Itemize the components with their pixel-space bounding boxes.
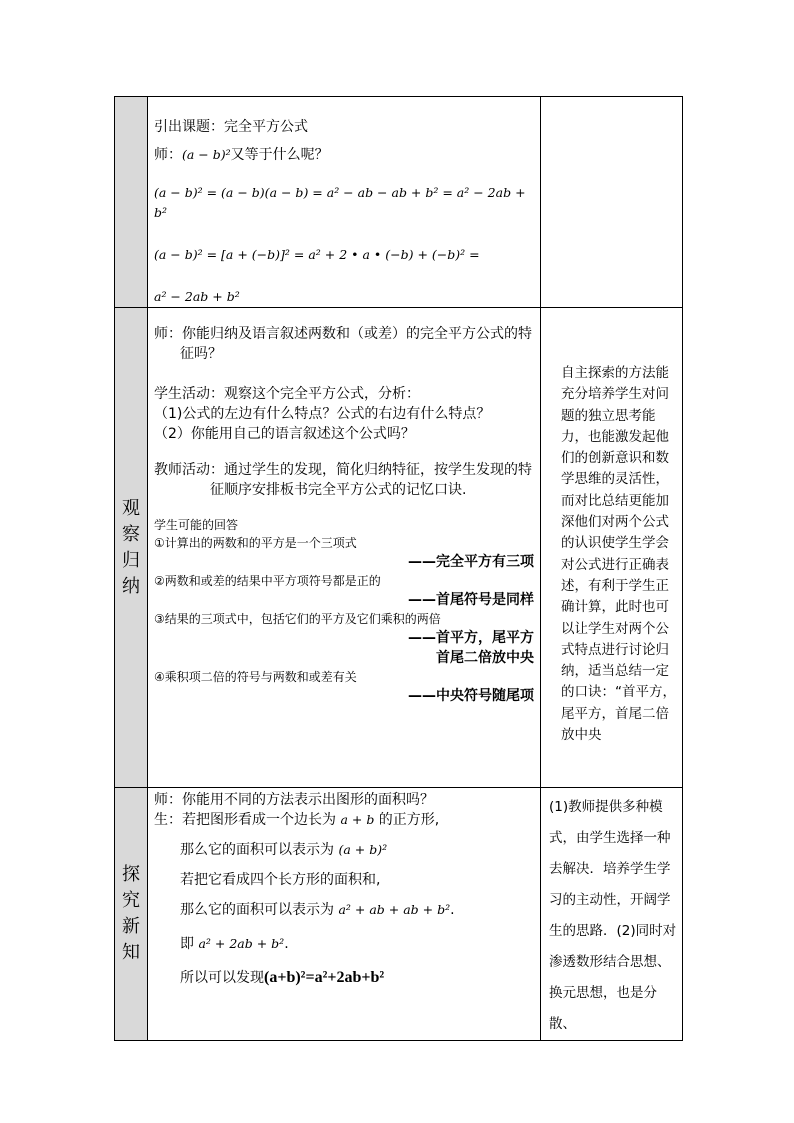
area-line-4 xyxy=(154,934,534,954)
content-cell xyxy=(148,788,541,1041)
student-activity-title: 学生活动：观察这个完全平方公式，分析： xyxy=(154,386,420,402)
table-row xyxy=(115,788,683,1041)
answer-4-tag: ——中央符号随尾项 xyxy=(408,688,534,704)
answers-title: 学生可能的回答 xyxy=(154,518,239,532)
table-row xyxy=(115,308,683,788)
teacher-activity: 教师活动：通过学生的发现，简化归纳特征，按学生发现的特征顺序安排板书完全平方公式的记忆口诀. xyxy=(154,462,532,498)
equation-1: (a − b)² = (a − b)(a − b) = a² − ab − ab + b² = a² − 2ab + b² xyxy=(154,185,526,220)
content-cell xyxy=(148,308,541,788)
line-text: 的正方形, xyxy=(374,812,440,828)
answer-3-tag-2: 首尾二倍放中央 xyxy=(436,650,534,666)
question-line xyxy=(154,145,534,165)
area-line-2: 若把它看成四个长方形的面积和, xyxy=(180,872,381,888)
line-text: 即 xyxy=(180,936,199,952)
answer-2: ②两数和或差的结果中平方项符号都是正的 xyxy=(154,574,381,588)
answer-1: ①计算出的两数和的平方是一个三项式 xyxy=(154,536,357,550)
content-cell xyxy=(148,97,541,308)
question-math: (a − b)² xyxy=(182,147,231,162)
note-text: 自主探索的方法能充分培养学生对问题的独立思考能力，也能激发起他们的创新意识和数学思维的灵活性，而对比总结更能加深他们对两个公式的认识使学生学会对公式进行正确表述，有利于学生正确计算，此时也可以让学生对两个公式特点进行讨论归纳，适当总结一定的口诀：“首平方，尾平方，首尾二倍放中央 xyxy=(561,365,676,744)
equation-2: (a − b)² = [a + (−b)]² = a² + 2 • a • (−b) + (−b)² = xyxy=(154,247,480,262)
side-cell xyxy=(115,788,148,1041)
line-text: . xyxy=(450,902,455,918)
note-cell xyxy=(541,788,683,1041)
section-label: 探究新知 xyxy=(122,864,140,963)
line-text: 那么它的面积可以表示为 xyxy=(180,842,339,858)
student-question-1: （1)公式的左边有什么特点？公式的右边有什么特点？ xyxy=(154,406,491,422)
teacher-question: 师：你能用不同的方法表示出图形的面积吗？ xyxy=(154,792,434,808)
answer-3: ③结果的三项式中，包括它们的平方及它们乘积的两倍 xyxy=(154,612,441,626)
answer-2-tag: ——首尾符号是同样 xyxy=(408,592,534,608)
intro-text: 引出课题：完全平方公式 xyxy=(154,119,308,135)
student-line xyxy=(154,810,534,830)
line-math: a + b xyxy=(340,812,375,827)
answer-3-tag-1: ——首平方，尾平方 xyxy=(408,630,534,646)
line-text: 生：若把图形看成一个边长为 xyxy=(154,812,341,828)
side-cell xyxy=(115,308,148,788)
formula: (a+b)²=a²+2ab+b² xyxy=(264,969,385,986)
line-text: . xyxy=(284,936,289,952)
table-row xyxy=(115,97,683,308)
area-line-1 xyxy=(154,840,534,860)
answer-1-tag: ——完全平方有三项 xyxy=(408,554,534,570)
line-math: (a + b)² xyxy=(338,842,388,857)
question-prefix: 师： xyxy=(154,147,182,163)
answer-4: ④乘积项二倍的符号与两数和或差有关 xyxy=(154,670,357,684)
side-cell xyxy=(115,97,148,308)
teacher-question: 师：你能归纳及语言叙述两数和（或差）的完全平方公式的特征吗？ xyxy=(154,326,532,362)
note-cell xyxy=(541,308,683,788)
area-line-3 xyxy=(154,900,534,920)
note-text: (1)教师提供多种模式，由学生选择一种去解决．培养学生学习的主动性，开阔学生的思路．(2)同时对渗透数形结合思想、换元思想，也是分散、 xyxy=(549,799,677,1032)
line-math: a² + 2ab + b² xyxy=(198,936,285,951)
conclusion-line xyxy=(154,968,534,988)
lesson-plan-table xyxy=(114,96,683,1041)
question-suffix: 又等于什么呢？ xyxy=(230,147,329,163)
line-math: a² + ab + ab + b² xyxy=(338,902,451,917)
note-cell xyxy=(541,97,683,308)
section-label: 观察归纳 xyxy=(122,497,140,597)
line-text: 所以可以发现 xyxy=(180,970,264,986)
equation-3: a² − 2ab + b² xyxy=(154,289,240,304)
student-question-2: （2）你能用自己的语言叙述这个公式吗？ xyxy=(154,426,415,442)
line-text: 那么它的面积可以表示为 xyxy=(180,902,339,918)
